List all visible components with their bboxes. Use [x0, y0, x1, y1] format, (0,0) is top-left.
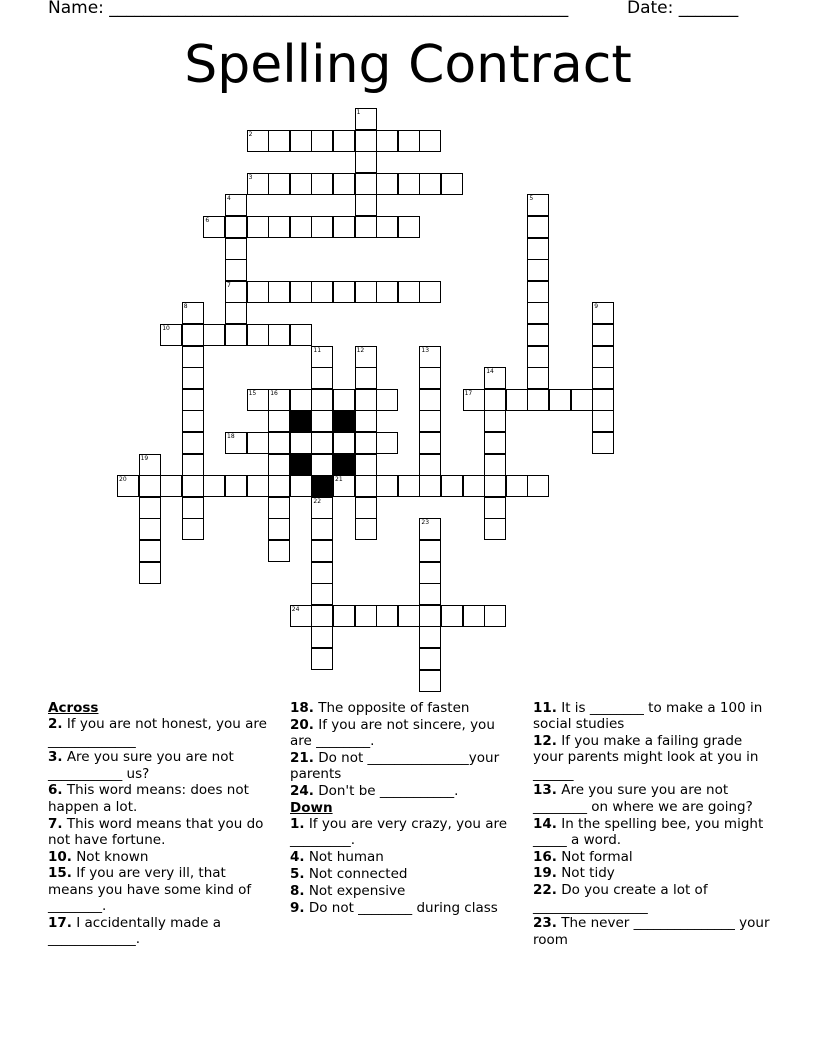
grid-cell[interactable] — [441, 605, 463, 627]
across-heading: Across — [48, 700, 99, 716]
grid-cell[interactable] — [376, 130, 398, 152]
grid-cell[interactable] — [355, 389, 377, 411]
grid-cell[interactable] — [376, 605, 398, 627]
grid-cell[interactable] — [311, 583, 333, 605]
grid-cell[interactable] — [463, 605, 485, 627]
grid-cell[interactable] — [225, 194, 247, 216]
grid-cell[interactable] — [527, 475, 549, 497]
clue-text: Not human — [304, 849, 384, 866]
clue-text: In the spelling bee, you might _____ a word. — [533, 815, 764, 848]
clue-number: 15 — [248, 389, 257, 397]
clue-item — [533, 915, 773, 948]
clue-number: 2 — [248, 130, 253, 138]
grid-cell[interactable] — [419, 605, 441, 627]
grid-cell[interactable] — [484, 432, 506, 454]
grid-cell[interactable] — [592, 324, 614, 346]
grid-cell[interactable] — [419, 475, 441, 497]
grid-cell[interactable] — [290, 130, 312, 152]
grid-cell[interactable] — [333, 432, 355, 454]
clue-text: If you are not honest, you are _____________ — [48, 716, 267, 749]
clue-text: If you make a failing grade your parents might look at you in ______ — [533, 733, 759, 782]
grid-cell[interactable] — [592, 367, 614, 389]
clue-number: 24 — [291, 605, 300, 613]
grid-cell[interactable] — [419, 626, 441, 648]
grid-cell[interactable] — [484, 518, 506, 540]
grid-cell[interactable] — [355, 605, 377, 627]
grid-cell[interactable] — [311, 216, 333, 238]
clue-number-label: 23. — [533, 915, 557, 932]
grid-cell[interactable] — [355, 216, 377, 238]
grid-cell[interactable] — [355, 367, 377, 389]
clue-number-label: 3. — [48, 749, 63, 766]
grid-cell[interactable] — [225, 238, 247, 260]
grid-cell[interactable] — [290, 324, 312, 346]
grid-cell[interactable] — [182, 389, 204, 411]
clue-text: Don't be ___________. — [313, 782, 459, 799]
clue-number: 9 — [594, 303, 599, 311]
grid-cell[interactable] — [376, 281, 398, 303]
grid-cell[interactable] — [311, 389, 333, 411]
grid-cell[interactable] — [355, 454, 377, 476]
clue-number-label: 12. — [533, 733, 557, 750]
grid-cell[interactable] — [592, 432, 614, 454]
clue-number-label: 1. — [290, 816, 305, 833]
grid-cell[interactable] — [592, 302, 614, 324]
grid-cell[interactable] — [311, 432, 333, 454]
grid-cell[interactable] — [290, 281, 312, 303]
grid-cell[interactable] — [484, 367, 506, 389]
grid-cell[interactable] — [268, 410, 290, 432]
grid-cell[interactable] — [355, 432, 377, 454]
grid-cell[interactable] — [355, 281, 377, 303]
grid-cell[interactable] — [139, 562, 161, 584]
clue-item — [290, 700, 512, 716]
clue-item — [48, 782, 270, 815]
grid-cell[interactable] — [225, 302, 247, 324]
clue-number: 6 — [205, 217, 210, 224]
clue-number-label: 20. — [290, 716, 314, 733]
grid-cell[interactable] — [182, 497, 204, 519]
grid-cell[interactable] — [268, 173, 290, 195]
grid-cell[interactable] — [419, 454, 441, 476]
clue-number-label: 8. — [290, 882, 305, 899]
clue-item — [290, 866, 512, 882]
grid-cell[interactable] — [182, 324, 204, 346]
grid-cell[interactable] — [419, 281, 441, 303]
grid-cell[interactable] — [268, 454, 290, 476]
grid-cell[interactable] — [333, 216, 355, 238]
grid-cell[interactable] — [139, 497, 161, 519]
grid-cell[interactable] — [527, 346, 549, 368]
name-field-label: Name: ______________________________________________________ — [48, 0, 569, 18]
clue-item — [533, 865, 773, 881]
grid-cell[interactable] — [484, 605, 506, 627]
grid-cell[interactable] — [376, 173, 398, 195]
grid-cell[interactable] — [268, 540, 290, 562]
grid-cell[interactable] — [527, 194, 549, 216]
clue-text: If you are very crazy, you are _________. — [290, 816, 508, 849]
clue-text: This word means: does not happen a lot. — [48, 782, 249, 815]
clue-item — [290, 717, 512, 750]
grid-cell[interactable] — [398, 173, 420, 195]
grid-cell[interactable] — [419, 540, 441, 562]
grid-cell[interactable] — [182, 367, 204, 389]
grid-cell[interactable] — [398, 216, 420, 238]
clue-number: 1 — [356, 109, 361, 116]
grid-cell[interactable] — [571, 389, 593, 411]
grid-cell[interactable] — [268, 216, 290, 238]
clue-text: Not known — [71, 848, 149, 865]
grid-cell[interactable] — [355, 346, 377, 368]
clue-item — [48, 915, 270, 948]
grid-cell[interactable] — [333, 130, 355, 152]
clue-number: 18 — [227, 433, 235, 440]
grid-cell[interactable] — [311, 562, 333, 584]
clue-text: Not formal — [556, 848, 633, 865]
grid-cell[interactable] — [247, 216, 269, 238]
grid-cell[interactable] — [203, 324, 225, 346]
clue-number-label: 21. — [290, 749, 314, 766]
clue-item — [290, 750, 512, 783]
clue-item — [48, 865, 270, 914]
grid-cell[interactable] — [247, 432, 269, 454]
clue-number-label: 22. — [533, 882, 557, 899]
clue-item — [48, 849, 270, 865]
grid-cell[interactable] — [182, 432, 204, 454]
grid-cell[interactable] — [527, 302, 549, 324]
clue-item — [533, 882, 773, 915]
grid-cell[interactable] — [268, 475, 290, 497]
grid-cell[interactable] — [311, 130, 333, 152]
grid-cell[interactable] — [290, 173, 312, 195]
grid-cell[interactable] — [463, 389, 485, 411]
clue-number: 17 — [464, 389, 473, 397]
clue-number-label: 7. — [48, 815, 63, 832]
grid-cell[interactable] — [160, 324, 182, 346]
grid-cell[interactable] — [527, 216, 549, 238]
clue-number-label: 6. — [48, 782, 63, 799]
clue-number-label: 16. — [533, 848, 557, 865]
grid-cell[interactable] — [333, 389, 355, 411]
grid-cell[interactable] — [441, 173, 463, 195]
clue-text: If you are very ill, that means you have some kind of ________. — [48, 865, 252, 915]
clue-number-label: 18. — [290, 700, 314, 716]
grid-cell[interactable] — [527, 281, 549, 303]
clue-item — [533, 849, 773, 865]
grid-cell[interactable] — [376, 389, 398, 411]
grid-cell[interactable] — [311, 605, 333, 627]
clue-text: The never _______________ your room — [533, 915, 770, 948]
grid-cell[interactable] — [484, 389, 506, 411]
grid-cell[interactable] — [225, 475, 247, 497]
clue-number-label: 2. — [48, 716, 63, 733]
grid-cell[interactable] — [398, 605, 420, 627]
clue-number: 11 — [313, 346, 322, 354]
grid-cell[interactable] — [311, 518, 333, 540]
clue-text: The opposite of fasten — [313, 700, 470, 716]
grid-cell[interactable] — [355, 194, 377, 216]
grid-cell[interactable] — [311, 410, 333, 432]
clue-number-label: 24. — [290, 782, 314, 799]
clue-item — [290, 883, 512, 899]
grid-cell[interactable] — [290, 605, 312, 627]
grid-cell[interactable] — [419, 562, 441, 584]
clue-number: 19 — [140, 454, 149, 462]
grid-cell[interactable] — [419, 173, 441, 195]
grid-cell[interactable] — [225, 432, 247, 454]
clue-number-label: 5. — [290, 865, 305, 882]
clue-number-label: 13. — [533, 782, 557, 799]
grid-cell[interactable] — [203, 475, 225, 497]
grid-cell[interactable] — [419, 518, 441, 540]
grid-cell[interactable] — [527, 367, 549, 389]
grid-cell[interactable] — [268, 324, 290, 346]
grid-cell[interactable] — [268, 281, 290, 303]
grid-cell[interactable] — [117, 475, 139, 497]
clue-text: Not tidy — [556, 865, 615, 882]
clue-text: Are you sure you are not ________ on where we are going? — [533, 782, 753, 815]
clue-text: This word means that you do not have fortune. — [48, 815, 264, 848]
grid-cell[interactable] — [419, 389, 441, 411]
clue-number-label: 9. — [290, 899, 305, 916]
clue-item — [533, 782, 773, 815]
grid-cell[interactable] — [290, 389, 312, 411]
grid-cell[interactable] — [311, 648, 333, 670]
grid-cell[interactable] — [484, 454, 506, 476]
grid-cell[interactable] — [419, 583, 441, 605]
black-cell — [333, 410, 355, 432]
grid-cell[interactable] — [311, 173, 333, 195]
clue-number: 3 — [248, 173, 253, 181]
clue-item — [290, 783, 512, 799]
page-title: Spelling Contract — [184, 35, 632, 95]
grid-cell[interactable] — [225, 324, 247, 346]
grid-cell[interactable] — [139, 475, 161, 497]
grid-cell[interactable] — [592, 346, 614, 368]
grid-cell[interactable] — [333, 605, 355, 627]
black-cell — [333, 454, 355, 476]
grid-cell[interactable] — [182, 346, 204, 368]
clue-item — [290, 849, 512, 865]
grid-cell[interactable] — [139, 454, 161, 476]
grid-cell[interactable] — [419, 432, 441, 454]
grid-cell[interactable] — [203, 216, 225, 238]
clue-number: 22 — [313, 497, 322, 505]
grid-cell[interactable] — [355, 497, 377, 519]
grid-cell[interactable] — [247, 475, 269, 497]
grid-cell[interactable] — [355, 151, 377, 173]
clue-text: Not connected — [304, 865, 408, 882]
grid-cell[interactable] — [290, 216, 312, 238]
grid-cell[interactable] — [311, 497, 333, 519]
grid-cell[interactable] — [355, 410, 377, 432]
grid-cell[interactable] — [225, 216, 247, 238]
grid-cell[interactable] — [247, 173, 269, 195]
clue-text: It is ________ to make a 100 in social studies — [533, 700, 763, 733]
grid-cell[interactable] — [376, 475, 398, 497]
clue-item — [48, 816, 270, 849]
grid-cell[interactable] — [419, 130, 441, 152]
grid-cell[interactable] — [247, 130, 269, 152]
clue-number: 12 — [356, 346, 365, 354]
clue-number: 14 — [486, 368, 494, 376]
clue-number: 13 — [421, 346, 430, 354]
clue-number: 20 — [119, 476, 127, 484]
grid-cell[interactable] — [592, 389, 614, 411]
grid-cell[interactable] — [463, 475, 485, 497]
grid-cell[interactable] — [355, 518, 377, 540]
clue-text: Do not ________ during class — [304, 899, 498, 916]
grid-cell[interactable] — [311, 540, 333, 562]
clue-number-label: 4. — [290, 849, 305, 866]
clue-number-label: 15. — [48, 865, 72, 882]
grid-cell[interactable] — [182, 454, 204, 476]
grid-cell[interactable] — [311, 626, 333, 648]
clue-number-label: 17. — [48, 914, 72, 931]
grid-cell[interactable] — [355, 108, 377, 130]
clue-item — [290, 900, 512, 916]
black-cell — [290, 410, 312, 432]
grid-cell[interactable] — [376, 432, 398, 454]
clue-number: 10 — [162, 325, 170, 332]
clue-item — [533, 733, 773, 782]
clue-text: Do you create a lot of _________________ — [533, 882, 708, 915]
grid-cell[interactable] — [268, 432, 290, 454]
grid-cell[interactable] — [182, 518, 204, 540]
grid-cell[interactable] — [398, 475, 420, 497]
clue-text: I accidentally made a _____________. — [48, 914, 221, 948]
clue-column-3 — [533, 700, 773, 948]
grid-cell[interactable] — [484, 475, 506, 497]
grid-cell[interactable] — [182, 302, 204, 324]
date-field-label: Date: _______ — [627, 0, 739, 18]
clue-number: 7 — [227, 281, 231, 289]
grid-cell[interactable] — [419, 367, 441, 389]
grid-cell[interactable] — [592, 410, 614, 432]
clue-number-label: 11. — [533, 700, 557, 716]
grid-cell[interactable] — [355, 173, 377, 195]
grid-cell[interactable] — [247, 281, 269, 303]
clue-item — [533, 816, 773, 849]
grid-cell[interactable] — [311, 346, 333, 368]
grid-cell[interactable] — [268, 389, 290, 411]
grid-cell[interactable] — [311, 281, 333, 303]
grid-cell[interactable] — [419, 346, 441, 368]
clue-text: Are you sure you are not ___________ us? — [48, 749, 234, 782]
clue-text: If you are not sincere, you are ________. — [290, 716, 495, 750]
clue-number: 16 — [270, 389, 278, 397]
clue-number-label: 10. — [48, 848, 72, 865]
grid-cell[interactable] — [376, 216, 398, 238]
clue-number: 23 — [421, 519, 430, 527]
down-heading: Down — [290, 799, 333, 816]
grid-cell[interactable] — [139, 540, 161, 562]
grid-cell[interactable] — [268, 497, 290, 519]
grid-cell[interactable] — [333, 475, 355, 497]
clue-number-label: 14. — [533, 815, 557, 832]
grid-cell[interactable] — [527, 389, 549, 411]
grid-cell[interactable] — [484, 410, 506, 432]
grid-cell[interactable] — [419, 670, 441, 692]
grid-cell[interactable] — [355, 475, 377, 497]
clue-column-2 — [290, 700, 512, 916]
grid-cell[interactable] — [419, 648, 441, 670]
clue-number: 5 — [529, 195, 534, 203]
grid-cell[interactable] — [160, 475, 182, 497]
grid-cell[interactable] — [398, 281, 420, 303]
grid-cell[interactable] — [549, 389, 571, 411]
grid-cell[interactable] — [311, 367, 333, 389]
grid-cell[interactable] — [247, 389, 269, 411]
grid-cell[interactable] — [398, 130, 420, 152]
grid-cell[interactable] — [527, 259, 549, 281]
clue-number: 8 — [183, 303, 188, 311]
grid-cell[interactable] — [311, 454, 333, 476]
grid-cell[interactable] — [333, 281, 355, 303]
grid-cell[interactable] — [527, 324, 549, 346]
clue-item — [290, 816, 512, 849]
grid-cell[interactable] — [268, 130, 290, 152]
grid-cell[interactable] — [355, 130, 377, 152]
grid-cell[interactable] — [139, 518, 161, 540]
grid-cell[interactable] — [484, 497, 506, 519]
clue-item — [48, 749, 270, 782]
grid-cell[interactable] — [419, 410, 441, 432]
grid-cell[interactable] — [225, 281, 247, 303]
grid-cell[interactable] — [225, 259, 247, 281]
clue-number-label: 19. — [533, 865, 557, 882]
grid-cell[interactable] — [527, 238, 549, 260]
grid-cell[interactable] — [268, 518, 290, 540]
grid-cell[interactable] — [182, 475, 204, 497]
grid-cell[interactable] — [290, 475, 312, 497]
black-cell — [290, 454, 312, 476]
black-cell — [311, 475, 333, 497]
grid-cell[interactable] — [506, 389, 528, 411]
grid-cell[interactable] — [441, 475, 463, 497]
clue-text: Do not _______________your parents — [290, 749, 500, 783]
clue-number: 21 — [335, 476, 343, 484]
grid-cell[interactable] — [290, 432, 312, 454]
clue-number: 4 — [227, 195, 231, 203]
grid-cell[interactable] — [247, 324, 269, 346]
grid-cell[interactable] — [182, 410, 204, 432]
grid-cell[interactable] — [333, 173, 355, 195]
grid-cell[interactable] — [506, 475, 528, 497]
clue-item — [48, 716, 270, 749]
clue-item — [533, 700, 773, 733]
clue-column-1 — [48, 700, 270, 948]
clue-text: Not expensive — [304, 882, 406, 899]
